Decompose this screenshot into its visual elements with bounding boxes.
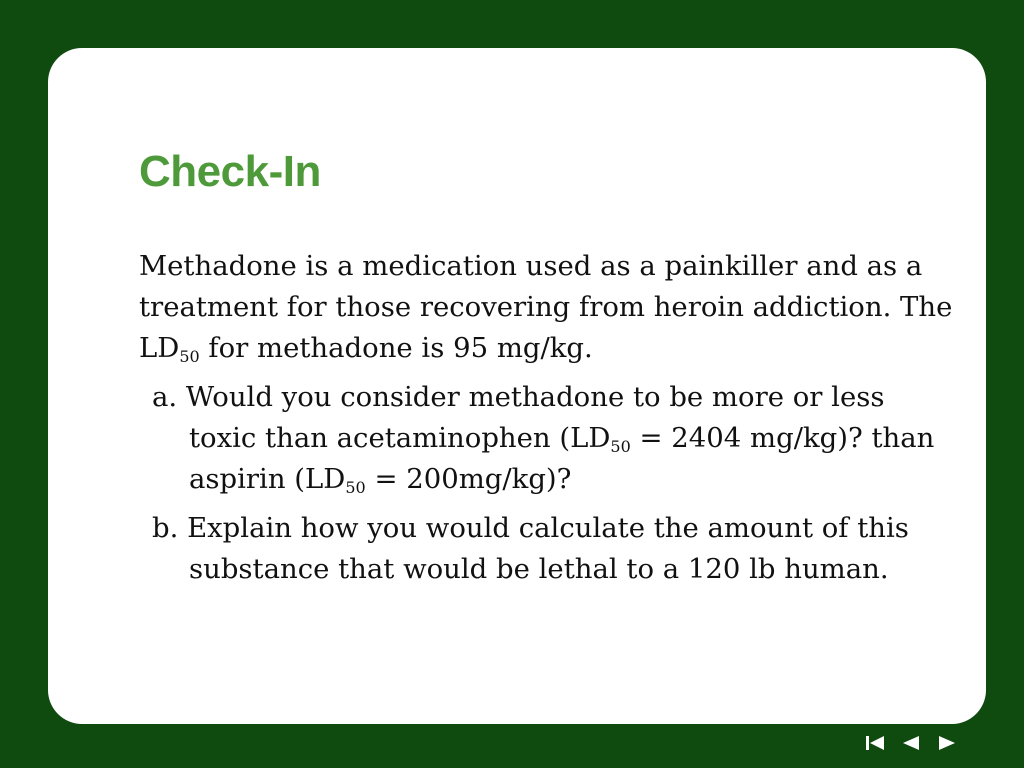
- question-b: b. Explain how you would calculate the amount of this substance that would be lethal to a 120 lb human.: [152, 512, 909, 585]
- question-a: [152, 377, 959, 500]
- skip-to-first-icon: [865, 735, 885, 751]
- slide-title: Check-In: [139, 147, 321, 196]
- first-slide-button[interactable]: [864, 732, 886, 754]
- question-a-text-part-1: a. Would you consider methadone to be more or less toxic than acetaminophen (LD: [152, 381, 885, 454]
- next-slide-button[interactable]: [936, 732, 958, 754]
- ld50-subscript: 50: [179, 347, 200, 366]
- intro-text-part-1: Methadone is a medication used as a painkiller and as a treatment for those recovering from heroin addiction. The LD: [139, 250, 953, 364]
- question-a-text-part-3: = 200mg/kg)?: [365, 463, 572, 495]
- next-arrow-icon: [938, 735, 956, 751]
- question-a-text-part-2: = 2404 mg/kg)? than aspirin (LD: [189, 422, 935, 495]
- ld50-subscript: 50: [610, 437, 631, 456]
- intro-paragraph: [139, 246, 959, 369]
- slide-body: [139, 246, 959, 590]
- ld50-subscript: 50: [345, 478, 366, 497]
- previous-slide-button[interactable]: [900, 732, 922, 754]
- intro-text-part-2: for methadone is 95 mg/kg.: [199, 332, 593, 364]
- slide-navigation: [864, 732, 958, 754]
- previous-arrow-icon: [902, 735, 920, 751]
